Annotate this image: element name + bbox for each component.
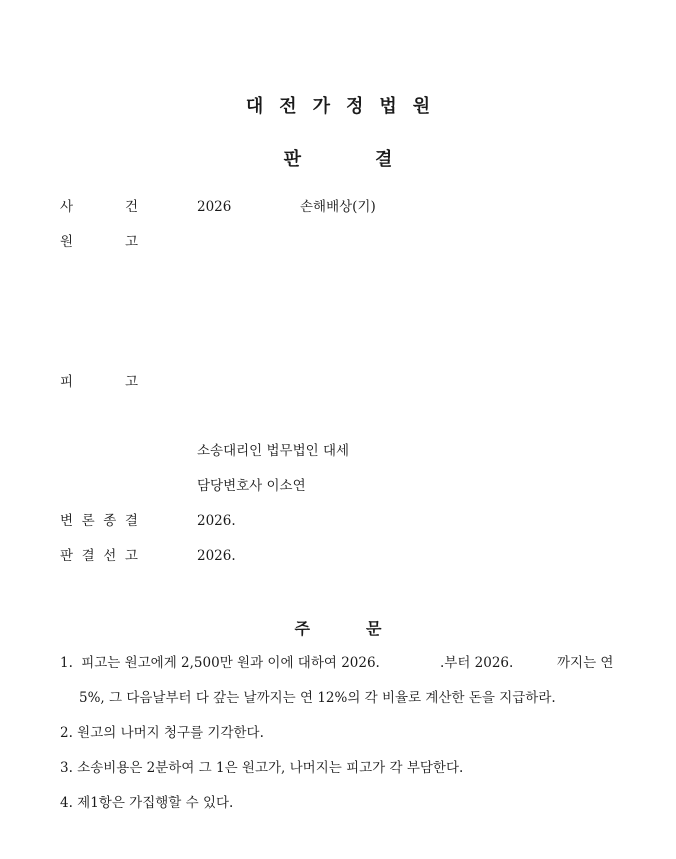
court-name-char: 정 (346, 96, 364, 117)
order-item-3: 3. 소송비용은 2분하여 그 1은 원고가, 나머지는 피고가 각 부담한다. (60, 760, 464, 776)
document-type-char: 판 (283, 149, 301, 170)
case-label (60, 198, 138, 216)
case-number: 2026 (197, 199, 232, 215)
order-item-1 (60, 654, 620, 672)
counsel-attorney: 담당변호사 이소연 (197, 478, 306, 494)
order-item-1-number: 1. (60, 655, 73, 671)
case-name: 손해배상(기) (300, 199, 376, 215)
order-item-2: 2. 원고의 나머지 청구를 기각한다. (60, 725, 264, 741)
closing-label-char: 종 (103, 513, 117, 529)
order-item-1-text-b: .부터 2026. (440, 655, 514, 671)
document-type (0, 145, 676, 171)
case-label-char: 사 (60, 199, 74, 215)
judgment-label-char: 결 (81, 548, 95, 564)
order-title (0, 616, 676, 639)
document-type-char: 결 (375, 149, 393, 170)
order-item-1-continuation: 5%, 그 다음날부터 다 갚는 날까지는 연 12%의 각 비율로 계산한 돈을 지급하라. (79, 690, 556, 706)
order-title-char: 문 (366, 619, 382, 638)
court-name-char: 원 (412, 96, 431, 117)
order-item-1-text-a: 피고는 원고에게 2,500만 원과 이에 대하여 2026. (81, 655, 380, 671)
plaintiff-label (60, 233, 138, 251)
plaintiff-label-char: 고 (124, 234, 138, 250)
order-item-4: 4. 제1항은 가집행할 수 있다. (60, 795, 234, 811)
defendant-label (60, 373, 138, 391)
closing-label (60, 512, 138, 530)
defendant-label-char: 고 (124, 374, 138, 390)
court-name-char: 대 (245, 96, 264, 117)
court-name-char: 법 (379, 96, 397, 117)
court-name-char: 전 (279, 96, 297, 117)
judgment-label (60, 547, 138, 565)
court-name (0, 92, 676, 118)
judgment-label-char: 판 (60, 548, 74, 564)
defendant-label-char: 피 (60, 374, 74, 390)
case-label-char: 건 (124, 199, 138, 215)
judgment-label-char: 선 (103, 548, 117, 564)
order-item-1-text-c: 까지는 연 (557, 655, 614, 671)
judgment-date: 2026. (197, 548, 236, 564)
counsel-firm: 소송대리인 법무법인 대세 (197, 443, 350, 459)
judgment-label-char: 고 (124, 548, 138, 564)
closing-label-char: 론 (81, 513, 95, 529)
court-name-char: 가 (312, 96, 330, 117)
closing-date: 2026. (197, 513, 236, 529)
plaintiff-label-char: 원 (60, 234, 74, 250)
order-title-char: 주 (294, 619, 310, 638)
closing-label-char: 결 (124, 513, 138, 529)
closing-label-char: 변 (60, 513, 74, 529)
